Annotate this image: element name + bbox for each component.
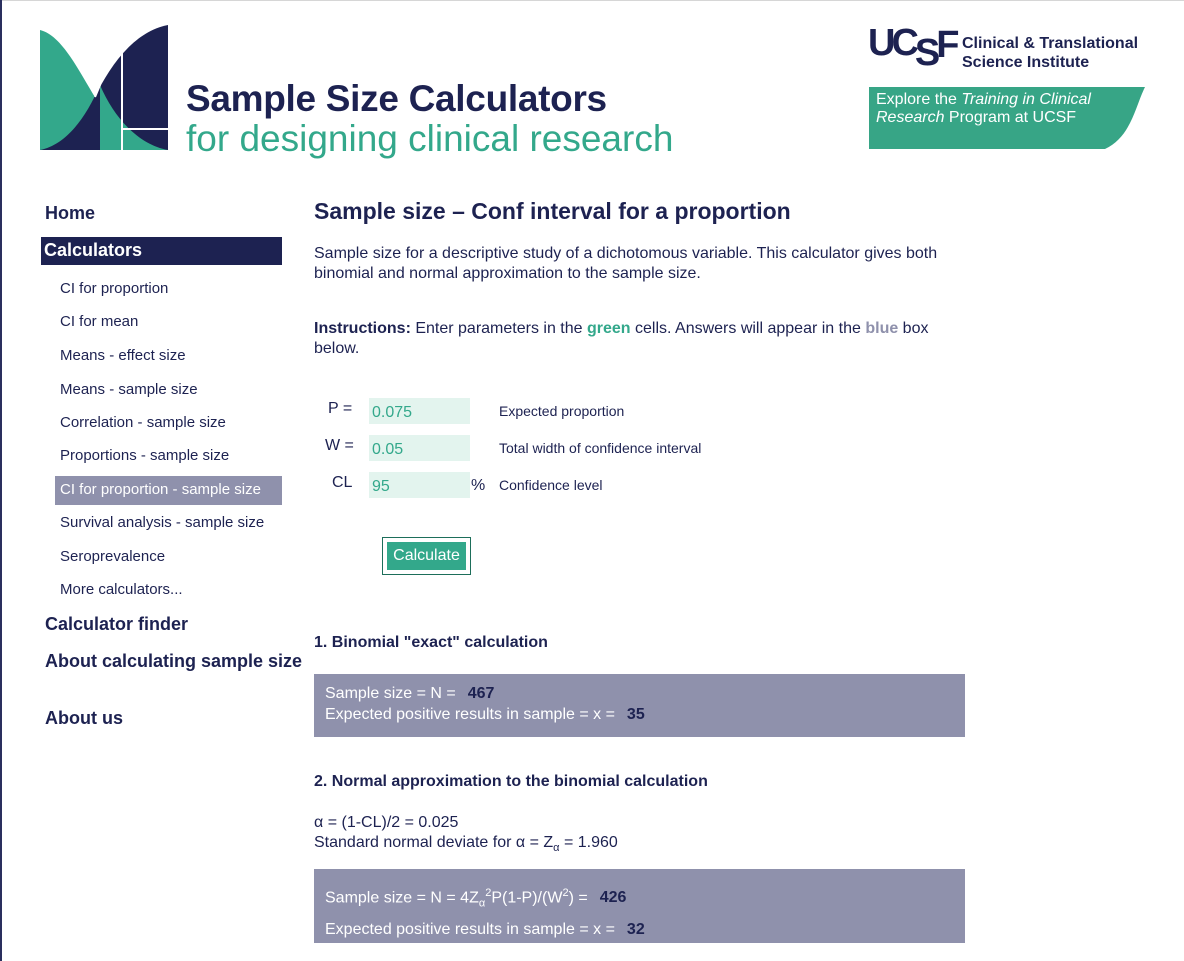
- sidebar-item-about-us[interactable]: About us: [45, 708, 123, 728]
- normal-n-label-c: ) =: [568, 889, 588, 907]
- param-cl-desc: Confidence level: [499, 477, 603, 493]
- param-cl-input[interactable]: [369, 472, 470, 498]
- ctsi-name-line2: Science Institute: [962, 54, 1090, 71]
- top-border: [0, 0, 1184, 1]
- site-logo-icon[interactable]: [40, 25, 170, 153]
- sidebar-sub-seroprevalence[interactable]: Seroprevalence: [60, 548, 166, 565]
- z-line: [314, 834, 618, 854]
- ucsf-logo[interactable]: UCSF: [868, 22, 956, 74]
- z-line-prefix: Standard normal deviate for α = Z: [314, 834, 554, 851]
- calculate-button-label: Calculate: [386, 541, 467, 571]
- binomial-x-row: [325, 704, 965, 725]
- ctsi-name-line1: Clinical & Translational: [962, 35, 1139, 52]
- instructions-part3: box below.: [314, 320, 929, 357]
- binomial-result-box: [314, 674, 965, 737]
- instructions-green-word: green: [586, 320, 631, 337]
- sidebar-sub-survival[interactable]: Survival analysis - sample size: [60, 514, 265, 531]
- sidebar-sub-proportions[interactable]: Proportions - sample size: [60, 447, 230, 464]
- binomial-n-row: [325, 683, 965, 704]
- normal-result-box: [314, 869, 965, 943]
- promo-italic: Training in Clinical Research: [876, 91, 1091, 126]
- left-border: [0, 0, 2, 961]
- param-w-desc: Total width of confidence interval: [499, 440, 702, 456]
- binomial-n-label: Sample size = N =: [325, 685, 456, 702]
- promo-suffix: Program at UCSF: [944, 109, 1077, 126]
- sidebar-sub-ci-proportion-sample[interactable]: CI for proportion - sample size: [55, 476, 282, 505]
- site-subtitle: for designing clinical research: [186, 118, 674, 159]
- instructions-part2: cells. Answers will appear in the: [630, 320, 866, 337]
- param-p-desc: Expected proportion: [499, 403, 625, 419]
- normal-n-sup: 2: [485, 887, 492, 899]
- param-p-input[interactable]: [369, 398, 470, 424]
- binomial-x-value: 35: [626, 706, 645, 723]
- param-w-input[interactable]: [369, 435, 470, 461]
- sidebar-sub-means-effect[interactable]: Means - effect size: [60, 347, 186, 364]
- sidebar-sub-means-sample[interactable]: Means - sample size: [60, 381, 198, 398]
- instructions: [314, 319, 974, 359]
- section-binomial-heading: 1. Binomial "exact" calculation: [314, 634, 548, 651]
- page-description: Sample size for a descriptive study of a dichotomous variable. This calculator gives both binomial and normal approximation to the sample size.: [314, 245, 938, 282]
- instructions-part1: Enter parameters in the: [410, 320, 587, 337]
- site-title: Sample Size Calculators: [186, 78, 607, 119]
- normal-n-label-b: P(1-P)/(W: [491, 889, 563, 907]
- promo-prefix: Explore the: [876, 91, 962, 108]
- binomial-n-value: 467: [467, 685, 495, 702]
- instructions-blue-word: blue: [865, 320, 899, 337]
- normal-n-label-a: Sample size = N = 4Z: [325, 889, 479, 907]
- normal-x-label: Expected positive results in sample = x =: [325, 920, 615, 938]
- binomial-x-label: Expected positive results in sample = x =: [325, 706, 615, 723]
- calculate-button[interactable]: [382, 537, 471, 575]
- z-line-sub: α: [553, 842, 560, 855]
- param-cl-unit: %: [471, 477, 486, 494]
- page-title: Sample size – Conf interval for a proportion: [314, 198, 791, 224]
- normal-x-value: 32: [626, 920, 645, 938]
- sidebar-item-home[interactable]: Home: [45, 203, 96, 223]
- z-line-suffix: = 1.960: [559, 834, 618, 851]
- sidebar-sub-ci-mean[interactable]: CI for mean: [60, 313, 139, 330]
- sidebar-sub-more[interactable]: More calculators...: [60, 581, 183, 598]
- normal-n-sub: α: [478, 897, 486, 910]
- instructions-label: Instructions:: [314, 320, 411, 337]
- sidebar-sub-ci-proportion[interactable]: CI for proportion: [60, 280, 169, 297]
- sidebar-sub-correlation[interactable]: Correlation - sample size: [60, 414, 226, 431]
- param-w-label: W =: [325, 437, 354, 454]
- sidebar-item-calculator-finder[interactable]: Calculator finder: [45, 614, 189, 634]
- normal-n-value: 426: [599, 889, 627, 907]
- normal-x-row: [325, 917, 965, 942]
- alpha-line: α = (1-CL)/2 = 0.025: [314, 814, 459, 831]
- param-p-label: P =: [328, 400, 353, 417]
- sidebar-item-calculators[interactable]: Calculators: [41, 237, 282, 265]
- promo-banner-link[interactable]: [876, 91, 1106, 127]
- sidebar-item-about-calculating[interactable]: About calculating sample size: [45, 651, 303, 671]
- section-normal-heading: 2. Normal approximation to the binomial calculation: [314, 773, 708, 790]
- normal-n-sup2: 2: [562, 887, 569, 899]
- normal-n-row: [325, 881, 965, 917]
- param-cl-label: CL: [332, 474, 353, 491]
